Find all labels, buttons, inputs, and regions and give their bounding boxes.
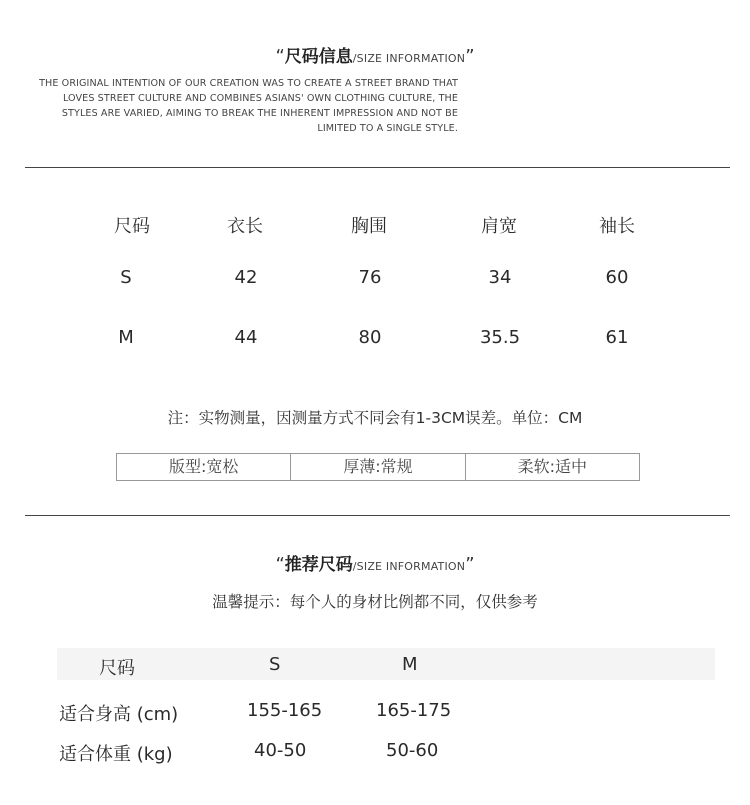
cell-shoulder-s: 34 xyxy=(488,267,512,288)
rec-header-size: 尺码 xyxy=(99,658,135,679)
title-cn: 尺码信息 xyxy=(284,47,353,67)
cell-length-s: 42 xyxy=(234,267,258,288)
divider-middle xyxy=(25,515,730,516)
title-en: /SIZE INFORMATION xyxy=(352,52,466,65)
attr-softness: 柔软:适中 xyxy=(517,457,588,476)
intro-line: LOVES STREET CULTURE AND COMBINES ASIANS' OWN CLOTHING CULTURE, THE xyxy=(62,93,458,104)
title-cn: 推荐尺码 xyxy=(284,555,353,575)
rec-header-s: S xyxy=(269,654,281,675)
header-size: 尺码 xyxy=(114,216,150,237)
divider-top xyxy=(25,167,730,168)
cell-sleeve-s: 60 xyxy=(605,267,629,288)
intro-line: THE ORIGINAL INTENTION OF OUR CREATION WAS TO CREATE A STREET BRAND THAT xyxy=(39,78,458,89)
header-sleeve: 袖长 xyxy=(599,216,635,237)
rec-height-s: 155-165 xyxy=(247,700,323,721)
attr-thickness: 厚薄:常规 xyxy=(291,454,465,480)
rec-height-label: 适合身高 (cm) xyxy=(59,704,179,725)
intro-line: STYLES ARE VARIED, AIMING TO BREAK THE INHERENT IMPRESSION AND NOT BE xyxy=(61,108,458,119)
close-quote: ” xyxy=(465,554,475,575)
rec-weight-label: 适合体重 (kg) xyxy=(59,744,173,765)
header-shoulder: 肩宽 xyxy=(481,216,517,237)
cell-size-m: M xyxy=(118,327,134,348)
close-quote: ” xyxy=(465,46,475,67)
title-en: /SIZE INFORMATION xyxy=(352,560,466,573)
cell-chest-s: 76 xyxy=(358,267,382,288)
rec-header-m: M xyxy=(402,654,418,675)
cell-length-m: 44 xyxy=(234,327,258,348)
cell-sleeve-m: 61 xyxy=(605,327,629,348)
size-info-title xyxy=(0,42,750,67)
rec-height-m: 165-175 xyxy=(376,700,452,721)
brand-intro xyxy=(18,76,458,136)
recommend-title xyxy=(0,550,750,575)
measurement-note: 注：实物测量，因测量方式不同会有1-3CM误差。单位：CM xyxy=(167,409,583,427)
header-chest: 胸围 xyxy=(351,216,387,237)
open-quote: “ xyxy=(275,554,285,575)
cell-chest-m: 80 xyxy=(358,327,382,348)
rec-weight-m: 50-60 xyxy=(386,740,439,761)
recommend-tip: 温馨提示：每个人的身材比例都不同，仅供参考 xyxy=(212,593,538,611)
attribute-box xyxy=(116,453,640,481)
rec-weight-s: 40-50 xyxy=(254,740,307,761)
header-length: 衣长 xyxy=(227,216,263,237)
recommend-header-band xyxy=(57,648,715,680)
cell-size-s: S xyxy=(120,267,132,288)
attr-fit: 版型:宽松 xyxy=(117,454,291,480)
intro-line: LIMITED TO A SINGLE STYLE. xyxy=(317,123,458,134)
open-quote: “ xyxy=(275,46,285,67)
cell-shoulder-m: 35.5 xyxy=(479,327,521,348)
